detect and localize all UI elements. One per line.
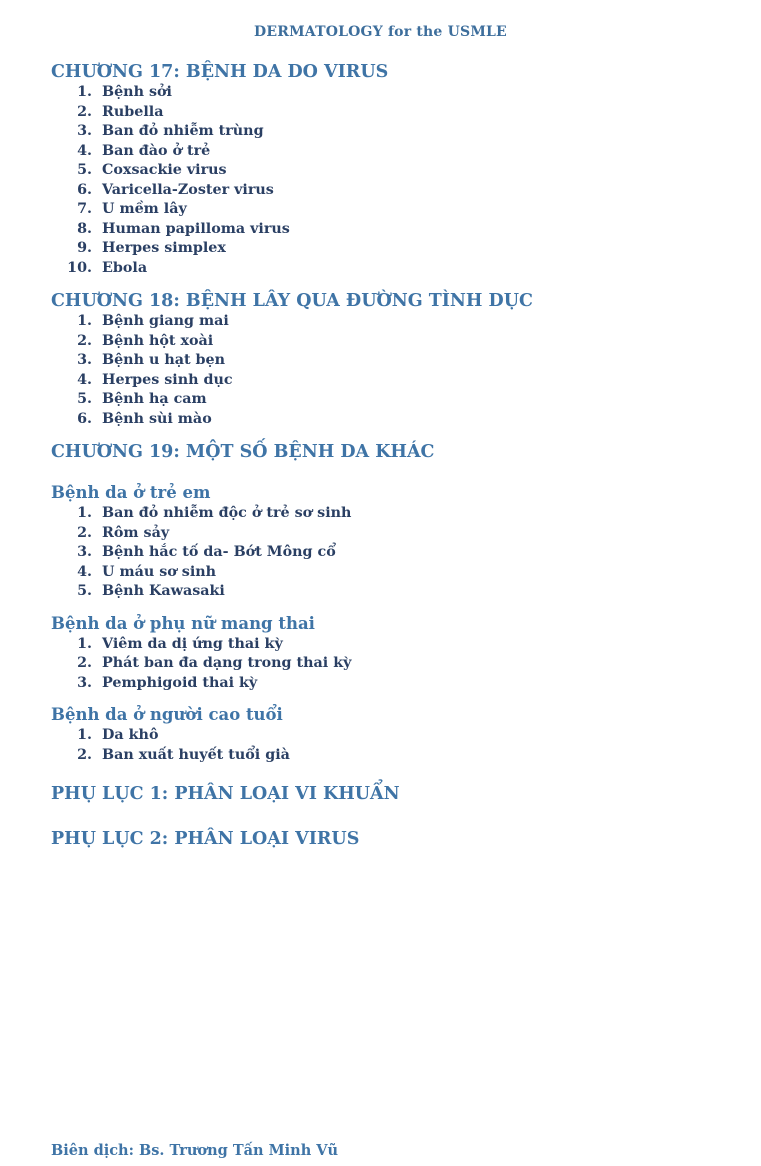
list-item: 1. Bệnh sởi [77,84,172,100]
list-item: 1. Ban đỏ nhiễm độc ở trẻ sơ sinh [77,505,352,521]
list-item: 2. Phát ban đa dạng trong thai kỳ [77,655,352,671]
page-header: DERMATOLOGY for the USMLE [254,24,507,40]
list-item: 3. Ban đỏ nhiễm trùng [77,123,264,139]
list-item: 3. Bệnh hắc tố da- Bớt Mông cổ [77,544,336,560]
list-item: 5. Coxsackie virus [77,162,227,178]
pregnant-skin-list [51,635,741,694]
list-item: 3. Bệnh u hạt bẹn [77,352,226,368]
list-item: 2. Ban xuất huyết tuổi già [77,746,290,763]
pregnant-skin-heading: Bệnh da ở phụ nữ mang thai [51,613,315,633]
list-item: 1. Da khô [77,727,159,743]
list-item: 1. Bệnh giang mai [77,313,229,329]
list-item: 2. Rubella [77,103,164,120]
list-item: 9. Herpes simplex [77,240,226,256]
chapter-18-heading: CHƯƠNG 18: BỆNH LÂY QUA ĐƯỜNG TÌNH DỤC [51,291,533,311]
list-item: 7. U mềm lây [77,201,187,217]
elderly-skin-heading: Bệnh da ở người cao tuổi [51,705,283,724]
list-item: 8. Human papilloma virus [77,220,290,237]
translator-credit: Biên dịch: Bs. Trương Tấn Minh Vũ [51,1142,339,1159]
chapter-17-list [51,83,741,278]
chapter-19-heading: CHƯƠNG 19: MỘT SỐ BỆNH DA KHÁC [51,442,435,462]
list-item: 5. Bệnh Kawasaki [77,583,225,599]
list-item: 4. Herpes sinh dục [77,371,233,388]
list-item: 10. Ebola [67,259,148,276]
list-item: 4. Ban đào ở trẻ [77,142,211,159]
elderly-skin-list [51,726,741,765]
chapter-18-list [51,312,741,429]
children-skin-list [51,504,741,602]
list-item: 1. Viêm da dị ứng thai kỳ [77,635,283,652]
children-skin-heading: Bệnh da ở trẻ em [51,483,211,502]
list-item: 5. Bệnh hạ cam [77,391,207,407]
list-item: 3. Pemphigoid thai kỳ [77,674,258,691]
list-item: 2. Bệnh hột xoài [77,332,214,349]
list-item: 2. Rôm sảy [77,524,170,541]
list-item: 6. Bệnh sùi mào [77,410,212,427]
appendix-1-heading: PHỤ LỤC 1: PHÂN LOẠI VI KHUẨN [51,784,400,804]
list-item: 4. U máu sơ sinh [77,563,217,580]
appendix-2-heading: PHỤ LỤC 2: PHÂN LOẠI VIRUS [51,829,360,849]
table-of-contents [51,61,741,850]
list-item: 6. Varicella-Zoster virus [77,181,274,198]
chapter-17-heading: CHƯƠNG 17: BỆNH DA DO VIRUS [51,62,389,82]
